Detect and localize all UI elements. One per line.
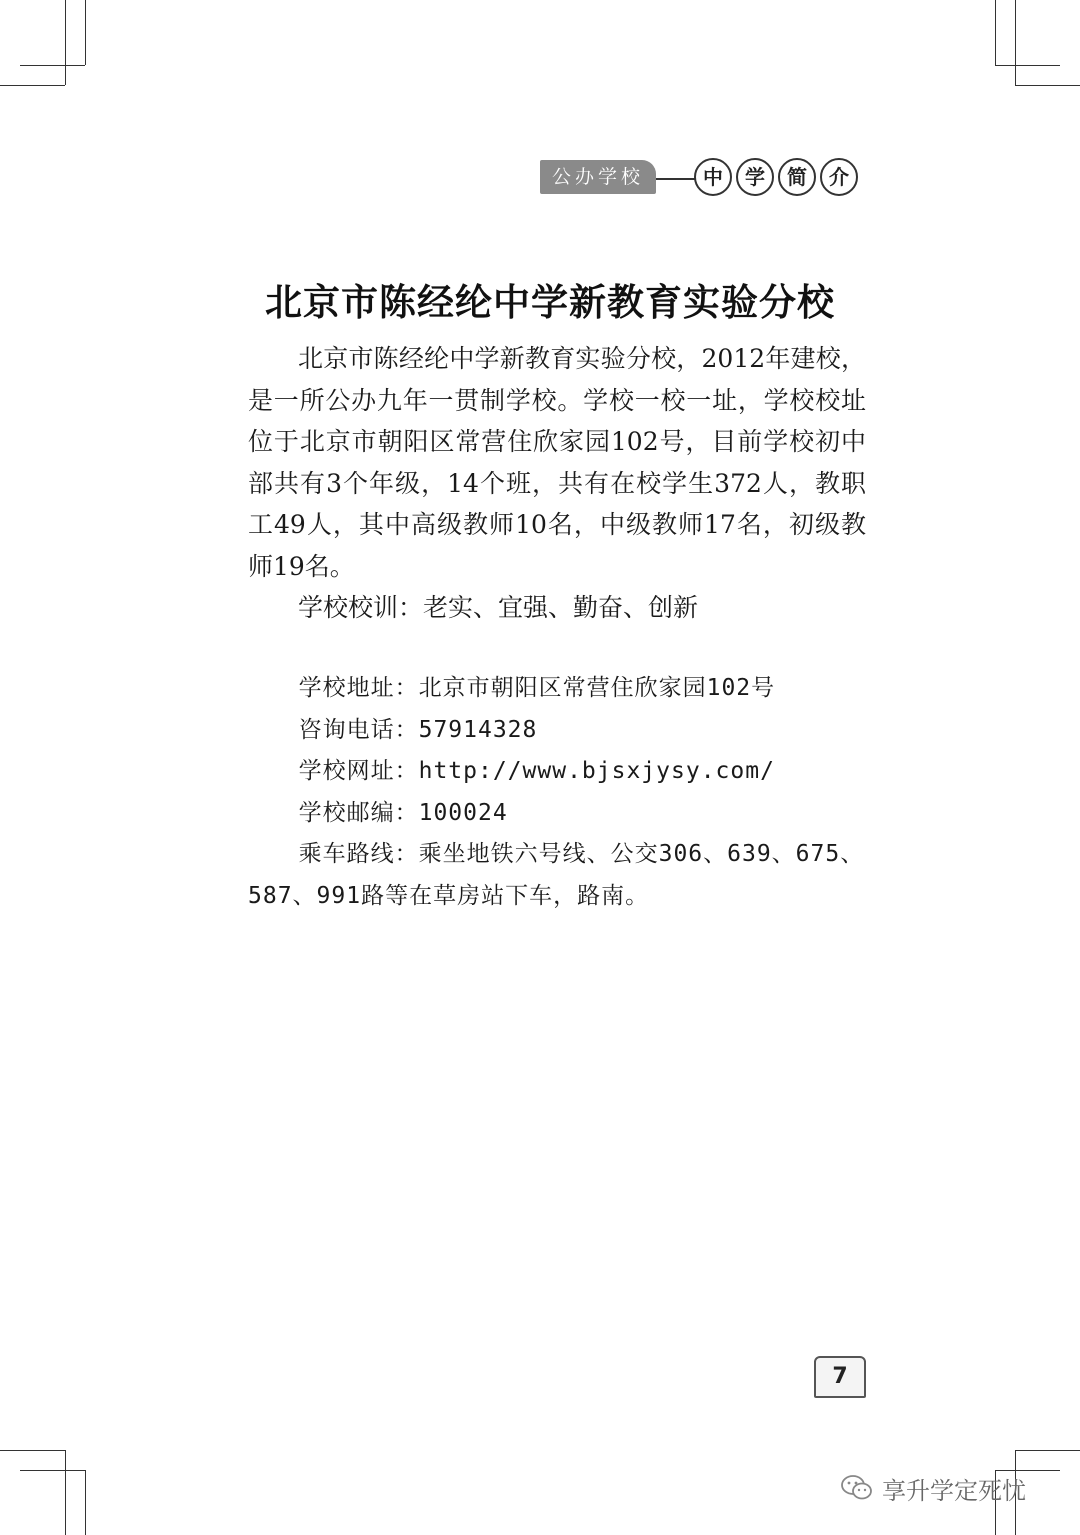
crop-mark [0, 1450, 65, 1451]
crop-mark [1015, 85, 1080, 86]
crop-mark [0, 85, 65, 86]
watermark-text: 享升学定死忧 [882, 1476, 1026, 1505]
contact-info [248, 668, 866, 917]
crop-mark [1015, 1450, 1080, 1451]
section-title-circles [694, 158, 858, 198]
intro-body [248, 338, 866, 629]
section-title-char: 学 [736, 158, 774, 196]
website-line: 学校网址：http://www.bjsxjysy.com/ [298, 758, 775, 784]
phone-line: 咨询电话：57914328 [298, 716, 538, 743]
page-number: 7 [814, 1356, 866, 1398]
crop-mark [85, 0, 86, 65]
address-line: 学校地址：北京市朝阳区常营住欣家园102号 [298, 675, 776, 701]
section-title-char: 简 [778, 158, 816, 196]
crop-mark [995, 65, 1060, 66]
crop-mark [995, 0, 996, 65]
section-title-char: 介 [820, 158, 858, 196]
section-tag: 公办学校 [540, 160, 656, 194]
crop-mark [20, 1470, 85, 1471]
intro-paragraph: 北京市陈经纶中学新教育实验分校，2012年建校，是一所公办九年一贯制学校。学校一校一址，学校校址位于北京市朝阳区常营住欣家园102号，目前学校初中部共有3个年级，14个班，共有在校学生372人，教职工49人，其中高级教师10名，中级教师17名，初级教师19名。 [248, 344, 866, 581]
watermark [840, 1470, 1026, 1506]
wechat-icon [840, 1473, 874, 1503]
header-rule [656, 178, 696, 180]
motto-paragraph: 学校校训：老实、宜强、勤奋、创新 [298, 593, 699, 622]
crop-mark [65, 1450, 66, 1535]
page-title: 北京市陈经纶中学新教育实验分校 [265, 281, 835, 324]
section-title-char: 中 [694, 158, 732, 196]
route-line: 乘车路线：乘坐地铁六号线、公交306、639、675、587、991路等在草房站下车，路南。 [248, 841, 865, 909]
crop-mark [20, 65, 85, 66]
crop-mark [65, 0, 66, 85]
postcode-line: 学校邮编：100024 [298, 799, 508, 826]
crop-mark [1015, 0, 1016, 85]
crop-mark [85, 1470, 86, 1535]
